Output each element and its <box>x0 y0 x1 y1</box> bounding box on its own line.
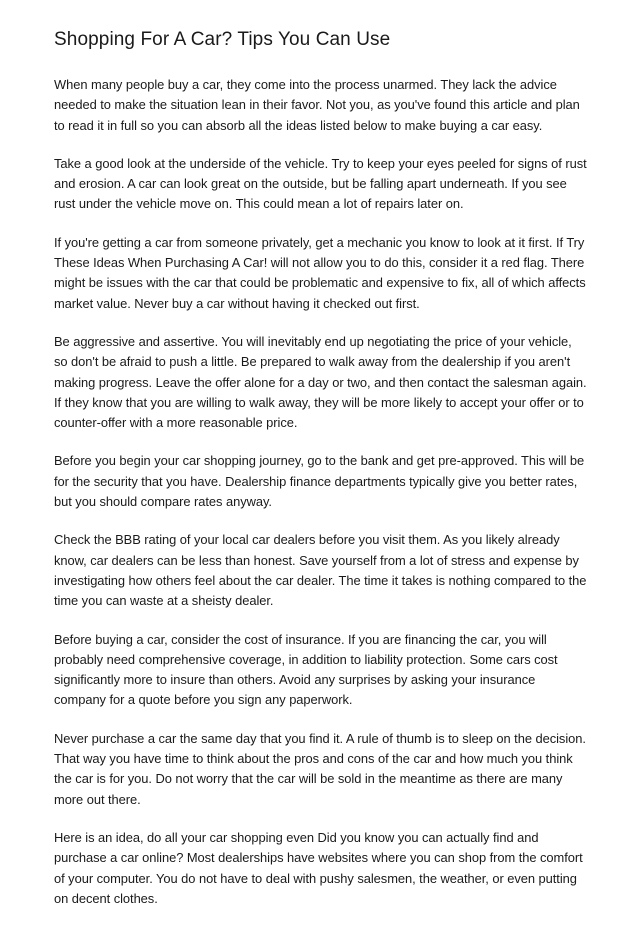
paragraph-sleep-on-it: Never purchase a car the same day that you find it. A rule of thumb is to sleep on the decision. That way you have time to think about the pros and cons of the car and how much you think the car is for you. Do not worry that the car will be sold in the meantime as there are many more out there. <box>54 730 586 807</box>
document-page <box>54 28 588 927</box>
paragraph-underside: Take a good look at the underside of the vehicle. Try to keep your eyes peeled for signs of rust and erosion. A car can look great on the outside, but be falling apart underneath. If you see rust under the vehicle move on. This could mean a lot of repairs later on. <box>54 155 587 212</box>
page-title: Shopping For A Car? Tips You Can Use <box>54 29 391 50</box>
paragraph-mechanic: If you're getting a car from someone privately, get a mechanic you know to look at it first. If Try These Ideas When Purchasing A Car! will not allow you to do this, consider it a red flag. There might be issues with the car that could be problematic and expensive to fix, all of which affects market value. Never buy a car without having it checked out first. <box>54 234 586 311</box>
paragraph-online-shopping: Here is an idea, do all your car shopping even Did you know you can actually find and purchase a car online? Most dealerships have websites where you can shop from the comfort of your computer. You do not have to deal with pushy salesmen, the weather, or even putting on decent clothes. <box>54 829 583 906</box>
paragraph-bbb-rating: Check the BBB rating of your local car dealers before you visit them. As you likely already know, car dealers can be less than honest. Save yourself from a lot of stress and expense by investigating how others feel about the car dealer. The time it takes is nothing compared to the time you can waste at a sheisty dealer. <box>54 532 587 609</box>
paragraph-preapproval: Before you begin your car shopping journey, go to the bank and get pre-approved. This will be for the security that you have. Dealership finance departments typically give you better rates, but you should compare rates anyway. <box>54 453 585 510</box>
paragraph-negotiate: Be aggressive and assertive. You will inevitably end up negotiating the price of your vehicle, so don't be afraid to push a little. Be prepared to walk away from the dealership if you aren't making progress. Leave the offer alone for a day or two, and then contact the salesman again. If they know that you are willing to walk away, they will be more likely to accept your offer or to counter-offer with a more reasonable price. <box>54 333 587 431</box>
paragraph-intro: When many people buy a car, they come into the process unarmed. They lack the advice needed to make the situation lean in their favor. Not you, as you've found this article and plan to read it in full so you can absorb all the ideas listed below to make buying a car easy. <box>54 77 580 133</box>
paragraph-insurance: Before buying a car, consider the cost of insurance. If you are financing the car, you will probably need comprehensive coverage, in addition to liability protection. Some cars cost significantly more to insure than others. Avoid any surprises by asking your insurance company for a quote before you sign any paperwork. <box>54 631 558 708</box>
